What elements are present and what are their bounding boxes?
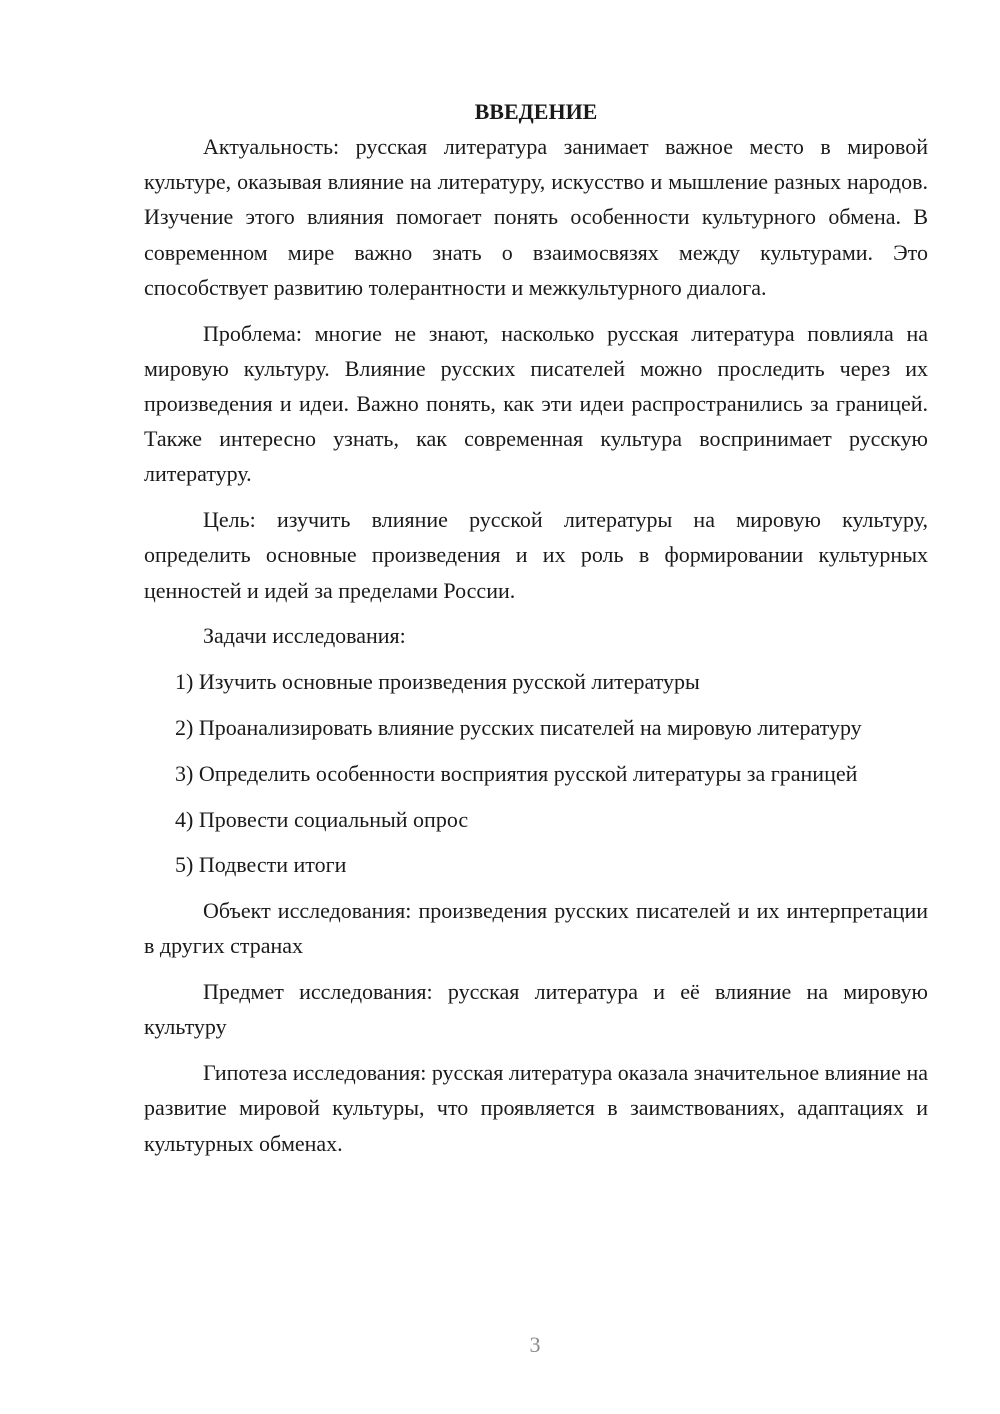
paragraph-subject: Предмет исследования: русская литература и её влияние на мировую культуру — [144, 979, 928, 1040]
paragraph-relevance: Актуальность: русская литература занимает важное место в мировой культуре, оказывая влияние на литературу, искусство и мышление разных народов. Изучение этого влияния помогает понять особенности культурного обмена. В современном мире важно знать о взаимосвязях между культурами. Это способствует развитию толерантности и межкультурного диалога. — [144, 134, 928, 300]
document-page — [144, 94, 928, 1161]
list-item: 5) Подвести итоги — [175, 852, 347, 878]
page-number: 3 — [529, 1332, 541, 1357]
paragraph-goal: Цель: изучить влияние русской литературы на мировую культуру, определить основные произведения и их роль в формировании культурных ценностей и идей за пределами России. — [144, 507, 928, 603]
list-item: 2) Проанализировать влияние русских писателей на мировую литературу — [175, 715, 862, 741]
paragraph-hypothesis: Гипотеза исследования: русская литература оказала значительное влияние на развитие мировой культуры, что проявляется в заимствованиях, адаптациях и культурных обменах. — [144, 1060, 928, 1156]
list-item: 4) Провести социальный опрос — [175, 806, 469, 832]
paragraph-problem: Проблема: многие не знают, насколько русская литература повлияла на мировую культуру. Влияние русских писателей можно проследить через их произведения и идеи. Важно понять, как эти идеи распространились за границей. Также интересно узнать, как современная культура воспринимает русскую литературу. — [144, 320, 928, 487]
paragraph-tasks-heading: Задачи исследования: — [203, 623, 406, 649]
paragraph-object: Объект исследования: произведения русских писателей и их интерпретации в других странах — [144, 898, 928, 959]
page-title: ВВЕДЕНИЕ — [474, 99, 598, 124]
list-item: 1) Изучить основные произведения русской литературы — [175, 669, 700, 695]
list-item: 3) Определить особенности восприятия русской литературы за границей — [175, 760, 858, 786]
